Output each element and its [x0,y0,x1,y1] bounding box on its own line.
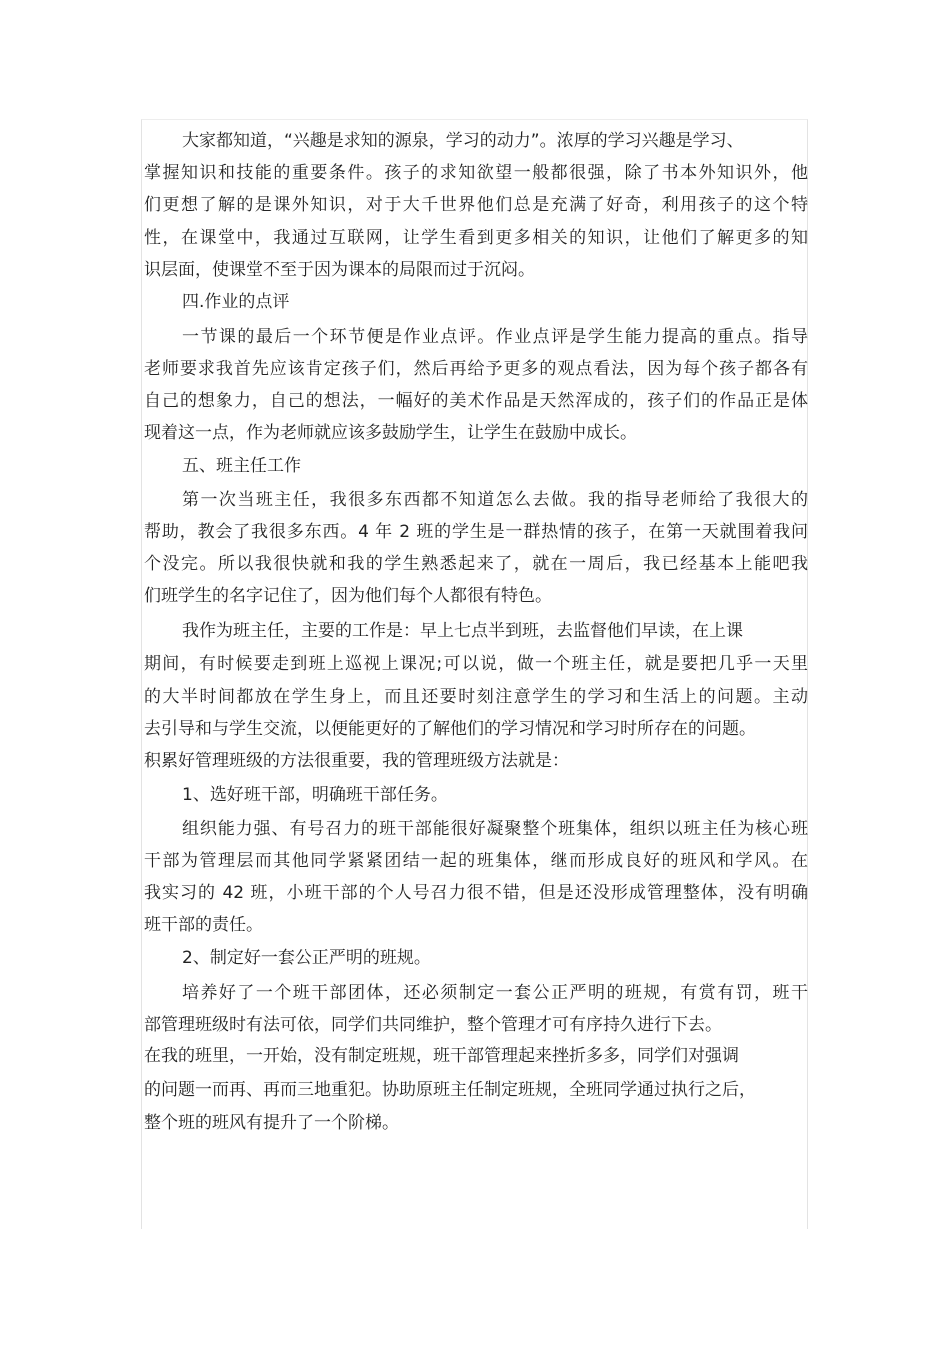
section-heading: 五、班主任工作 [182,456,301,476]
paragraph-line: 性，在课堂中，我通过互联网，让学生看到更多相关的知识，让他们了解更多的知 [144,228,808,248]
paragraph-line: 去引导和与学生交流，以便能更好的了解他们的学习情况和学习时所存在的问题。 [144,719,756,739]
paragraph-line: 们更想了解的是课外知识，对于大千世界他们总是充满了好奇，利用孩子的这个特 [144,195,808,215]
list-item-heading: 2、制定好一套公正严明的班规。 [182,948,431,968]
list-item-heading: 1、选好班干部，明确班干部任务。 [182,785,448,805]
paragraph-line: 一节课的最后一个环节便是作业点评。作业点评是学生能力提高的重点。指导 [182,327,808,347]
paragraph-line: 们班学生的名字记住了，因为他们每个人都很有特色。 [144,586,552,606]
paragraph-line: 的问题一而再、再而三地重犯。协助原班主任制定班规，全班同学通过执行之后， [144,1080,756,1100]
paragraph-line: 识层面，使课堂不至于因为课本的局限而过于沉闷。 [144,260,535,280]
paragraph-line: 部管理班级时有法可依，同学们共同维护，整个管理才可有序持久进行下去。 [144,1015,722,1035]
paragraph-line: 在我的班里，一开始，没有制定班规，班干部管理起来挫折多多，同学们对强调 [144,1046,739,1066]
paragraph-line: 期间，有时候要走到班上巡视上课况;可以说，做一个班主任，就是要把几乎一天里 [144,654,808,674]
paragraph-line: 老师要求我首先应该肯定孩子们，然后再给予更多的观点看法，因为每个孩子都各有 [144,359,808,379]
paragraph-line: 个没完。所以我很快就和我的学生熟悉起来了，就在一周后，我已经基本上能吧我 [144,554,808,574]
paragraph-line: 干部为管理层而其他同学紧紧团结一起的班集体，继而形成良好的班风和学风。在 [144,851,808,871]
paragraph-line: 组织能力强、有号召力的班干部能很好凝聚整个班集体，组织以班主任为核心班 [182,819,808,839]
paragraph-line: 现着这一点，作为老师就应该多鼓励学生，让学生在鼓励中成长。 [144,423,637,443]
paragraph-line: 第一次当班主任，我很多东西都不知道怎么去做。我的指导老师给了我很大的 [182,490,808,510]
paragraph-line: 帮助，教会了我很多东西。4 年 2 班的学生是一群热情的孩子，在第一天就围着我问 [144,522,808,542]
paragraph-line: 掌握知识和技能的重要条件。孩子的求知欲望一般都很强，除了书本外知识外，他 [144,163,808,183]
paragraph-line: 整个班的班风有提升了一个阶梯。 [144,1113,399,1133]
paragraph-line: 自己的想象力，自己的想法，一幅好的美术作品是天然浑成的，孩子们的作品正是体 [144,391,808,411]
paragraph-line: 我实习的 42 班，小班干部的个人号召力很不错，但是还没形成管理整体，没有明确 [144,883,808,903]
paragraph-line: 的大半时间都放在学生身上，而且还要时刻注意学生的学习和生活上的问题。主动 [144,687,808,707]
section-heading: 四.作业的点评 [182,292,290,312]
paragraph-line: 培养好了一个班干部团体，还必须制定一套公正严明的班规，有赏有罚，班干 [182,983,808,1003]
paragraph-line: 大家都知道，“兴趣是求知的源泉，学习的动力”。浓厚的学习兴趣是学习、 [182,131,744,151]
paragraph-line: 班干部的责任。 [144,915,263,935]
paragraph-line: 我作为班主任，主要的工作是：早上七点半到班，去监督他们早读，在上课 [182,621,743,641]
paragraph-line: 积累好管理班级的方法很重要，我的管理班级方法就是： [144,751,569,771]
